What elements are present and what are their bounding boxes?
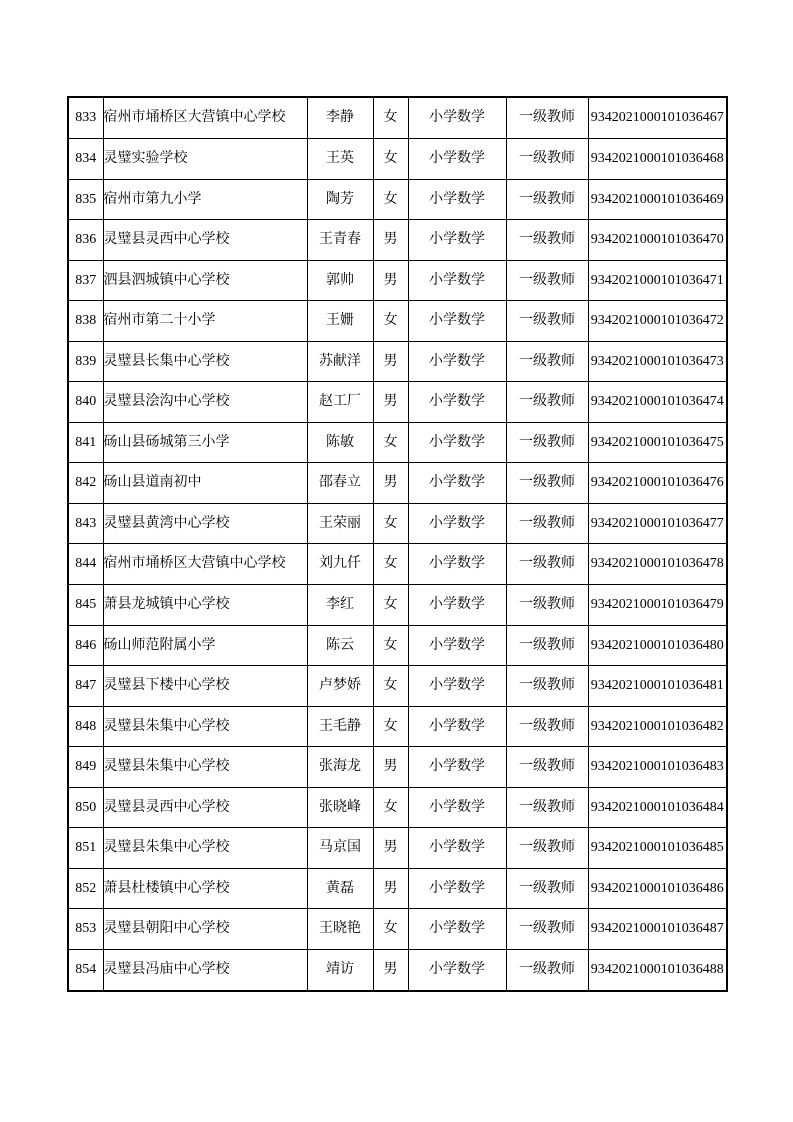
title-cell: 一级教师: [506, 179, 588, 220]
subject-cell: 小学数学: [408, 625, 506, 666]
row-number-cell: 835: [68, 179, 103, 220]
school-cell: 宿州市埇桥区大营镇中心学校: [103, 97, 307, 139]
school-cell: 宿州市第二十小学: [103, 301, 307, 342]
teacher-name-cell: 张海龙: [307, 747, 373, 788]
school-cell: 泗县泗城镇中心学校: [103, 260, 307, 301]
teacher-name-cell: 李静: [307, 97, 373, 139]
gender-cell: 男: [373, 220, 408, 261]
teacher-name-cell: 陈敏: [307, 422, 373, 463]
subject-cell: 小学数学: [408, 787, 506, 828]
certificate-number-cell: 9342021000101036484: [588, 787, 727, 828]
subject-cell: 小学数学: [408, 179, 506, 220]
teacher-name-cell: 赵工厂: [307, 382, 373, 423]
title-cell: 一级教师: [506, 422, 588, 463]
table-row: [68, 828, 727, 869]
title-cell: 一级教师: [506, 584, 588, 625]
certificate-number-cell: 9342021000101036483: [588, 747, 727, 788]
school-cell: 灵璧县长集中心学校: [103, 341, 307, 382]
table-row: [68, 97, 727, 139]
row-number-cell: 836: [68, 220, 103, 261]
gender-cell: 女: [373, 301, 408, 342]
gender-cell: 男: [373, 260, 408, 301]
subject-cell: 小学数学: [408, 139, 506, 180]
teacher-name-cell: 张晓峰: [307, 787, 373, 828]
certificate-number-cell: 9342021000101036479: [588, 584, 727, 625]
certificate-number-cell: 9342021000101036477: [588, 503, 727, 544]
subject-cell: 小学数学: [408, 909, 506, 950]
table-row: [68, 544, 727, 585]
subject-cell: 小学数学: [408, 260, 506, 301]
title-cell: 一级教师: [506, 868, 588, 909]
subject-cell: 小学数学: [408, 666, 506, 707]
gender-cell: 女: [373, 787, 408, 828]
teacher-name-cell: 黄磊: [307, 868, 373, 909]
title-cell: 一级教师: [506, 747, 588, 788]
subject-cell: 小学数学: [408, 301, 506, 342]
gender-cell: 女: [373, 706, 408, 747]
gender-cell: 男: [373, 382, 408, 423]
row-number-cell: 833: [68, 97, 103, 139]
certificate-number-cell: 9342021000101036467: [588, 97, 727, 139]
title-cell: 一级教师: [506, 828, 588, 869]
school-cell: 宿州市第九小学: [103, 179, 307, 220]
gender-cell: 女: [373, 666, 408, 707]
certificate-number-cell: 9342021000101036486: [588, 868, 727, 909]
title-cell: 一级教师: [506, 949, 588, 991]
subject-cell: 小学数学: [408, 828, 506, 869]
certificate-number-cell: 9342021000101036478: [588, 544, 727, 585]
row-number-cell: 850: [68, 787, 103, 828]
table-row: [68, 463, 727, 504]
row-number-cell: 852: [68, 868, 103, 909]
certificate-number-cell: 9342021000101036485: [588, 828, 727, 869]
subject-cell: 小学数学: [408, 382, 506, 423]
school-cell: 灵璧县浍沟中心学校: [103, 382, 307, 423]
subject-cell: 小学数学: [408, 341, 506, 382]
school-cell: 萧县龙城镇中心学校: [103, 584, 307, 625]
title-cell: 一级教师: [506, 787, 588, 828]
subject-cell: 小学数学: [408, 706, 506, 747]
certificate-number-cell: 9342021000101036471: [588, 260, 727, 301]
subject-cell: 小学数学: [408, 97, 506, 139]
teacher-name-cell: 陶芳: [307, 179, 373, 220]
table-row: [68, 139, 727, 180]
teacher-name-cell: 邵春立: [307, 463, 373, 504]
school-cell: 灵璧县灵西中心学校: [103, 787, 307, 828]
row-number-cell: 841: [68, 422, 103, 463]
teacher-name-cell: 王英: [307, 139, 373, 180]
subject-cell: 小学数学: [408, 544, 506, 585]
row-number-cell: 848: [68, 706, 103, 747]
title-cell: 一级教师: [506, 544, 588, 585]
gender-cell: 女: [373, 909, 408, 950]
table-row: [68, 787, 727, 828]
certificate-table: [67, 96, 728, 992]
row-number-cell: 853: [68, 909, 103, 950]
title-cell: 一级教师: [506, 909, 588, 950]
certificate-number-cell: 9342021000101036480: [588, 625, 727, 666]
school-cell: 砀山县道南初中: [103, 463, 307, 504]
title-cell: 一级教师: [506, 706, 588, 747]
school-cell: 灵璧县黄湾中心学校: [103, 503, 307, 544]
certificate-number-cell: 9342021000101036488: [588, 949, 727, 991]
gender-cell: 男: [373, 341, 408, 382]
title-cell: 一级教师: [506, 220, 588, 261]
school-cell: 灵璧县冯庙中心学校: [103, 949, 307, 991]
school-cell: 灵璧县朝阳中心学校: [103, 909, 307, 950]
certificate-number-cell: 9342021000101036473: [588, 341, 727, 382]
subject-cell: 小学数学: [408, 503, 506, 544]
gender-cell: 女: [373, 584, 408, 625]
title-cell: 一级教师: [506, 97, 588, 139]
gender-cell: 女: [373, 179, 408, 220]
row-number-cell: 843: [68, 503, 103, 544]
teacher-name-cell: 王青春: [307, 220, 373, 261]
subject-cell: 小学数学: [408, 868, 506, 909]
teacher-name-cell: 王姗: [307, 301, 373, 342]
title-cell: 一级教师: [506, 139, 588, 180]
teacher-name-cell: 陈云: [307, 625, 373, 666]
title-cell: 一级教师: [506, 463, 588, 504]
certificate-number-cell: 9342021000101036487: [588, 909, 727, 950]
title-cell: 一级教师: [506, 341, 588, 382]
row-number-cell: 845: [68, 584, 103, 625]
row-number-cell: 837: [68, 260, 103, 301]
teacher-name-cell: 卢梦娇: [307, 666, 373, 707]
teacher-name-cell: 王晓艳: [307, 909, 373, 950]
row-number-cell: 842: [68, 463, 103, 504]
title-cell: 一级教师: [506, 503, 588, 544]
teacher-name-cell: 郭帅: [307, 260, 373, 301]
teacher-name-cell: 李红: [307, 584, 373, 625]
school-cell: 灵璧县朱集中心学校: [103, 706, 307, 747]
table-row: [68, 747, 727, 788]
row-number-cell: 844: [68, 544, 103, 585]
table-row: [68, 949, 727, 991]
subject-cell: 小学数学: [408, 747, 506, 788]
subject-cell: 小学数学: [408, 949, 506, 991]
table-row: [68, 503, 727, 544]
certificate-table-body: [68, 97, 727, 991]
school-cell: 砀山师范附属小学: [103, 625, 307, 666]
teacher-name-cell: 王荣丽: [307, 503, 373, 544]
teacher-name-cell: 马京国: [307, 828, 373, 869]
school-cell: 灵璧县朱集中心学校: [103, 747, 307, 788]
table-row: [68, 301, 727, 342]
table-row: [68, 220, 727, 261]
certificate-number-cell: 9342021000101036468: [588, 139, 727, 180]
gender-cell: 女: [373, 139, 408, 180]
row-number-cell: 840: [68, 382, 103, 423]
school-cell: 宿州市埇桥区大营镇中心学校: [103, 544, 307, 585]
school-cell: 灵璧县朱集中心学校: [103, 828, 307, 869]
gender-cell: 男: [373, 747, 408, 788]
gender-cell: 女: [373, 544, 408, 585]
row-number-cell: 838: [68, 301, 103, 342]
table-row: [68, 341, 727, 382]
school-cell: 灵璧县灵西中心学校: [103, 220, 307, 261]
table-row: [68, 625, 727, 666]
school-cell: 灵璧县下楼中心学校: [103, 666, 307, 707]
school-cell: 灵璧实验学校: [103, 139, 307, 180]
table-row: [68, 422, 727, 463]
teacher-name-cell: 苏献洋: [307, 341, 373, 382]
school-cell: 萧县杜楼镇中心学校: [103, 868, 307, 909]
title-cell: 一级教师: [506, 625, 588, 666]
gender-cell: 男: [373, 949, 408, 991]
certificate-number-cell: 9342021000101036472: [588, 301, 727, 342]
table-row: [68, 260, 727, 301]
table-row: [68, 909, 727, 950]
gender-cell: 女: [373, 503, 408, 544]
title-cell: 一级教师: [506, 666, 588, 707]
row-number-cell: 834: [68, 139, 103, 180]
certificate-number-cell: 9342021000101036476: [588, 463, 727, 504]
subject-cell: 小学数学: [408, 584, 506, 625]
title-cell: 一级教师: [506, 301, 588, 342]
row-number-cell: 849: [68, 747, 103, 788]
certificate-number-cell: 9342021000101036481: [588, 666, 727, 707]
subject-cell: 小学数学: [408, 463, 506, 504]
table-row: [68, 706, 727, 747]
gender-cell: 男: [373, 828, 408, 869]
subject-cell: 小学数学: [408, 220, 506, 261]
certificate-number-cell: 9342021000101036475: [588, 422, 727, 463]
table-row: [68, 179, 727, 220]
teacher-name-cell: 王毛静: [307, 706, 373, 747]
title-cell: 一级教师: [506, 382, 588, 423]
table-row: [68, 382, 727, 423]
gender-cell: 女: [373, 625, 408, 666]
school-cell: 砀山县砀城第三小学: [103, 422, 307, 463]
teacher-name-cell: 靖访: [307, 949, 373, 991]
gender-cell: 男: [373, 868, 408, 909]
gender-cell: 女: [373, 97, 408, 139]
subject-cell: 小学数学: [408, 422, 506, 463]
certificate-number-cell: 9342021000101036470: [588, 220, 727, 261]
certificate-number-cell: 9342021000101036482: [588, 706, 727, 747]
table-row: [68, 868, 727, 909]
row-number-cell: 839: [68, 341, 103, 382]
teacher-name-cell: 刘九仟: [307, 544, 373, 585]
row-number-cell: 854: [68, 949, 103, 991]
row-number-cell: 846: [68, 625, 103, 666]
row-number-cell: 851: [68, 828, 103, 869]
certificate-number-cell: 9342021000101036469: [588, 179, 727, 220]
row-number-cell: 847: [68, 666, 103, 707]
gender-cell: 女: [373, 422, 408, 463]
title-cell: 一级教师: [506, 260, 588, 301]
gender-cell: 男: [373, 463, 408, 504]
table-row: [68, 666, 727, 707]
table-row: [68, 584, 727, 625]
certificate-number-cell: 9342021000101036474: [588, 382, 727, 423]
